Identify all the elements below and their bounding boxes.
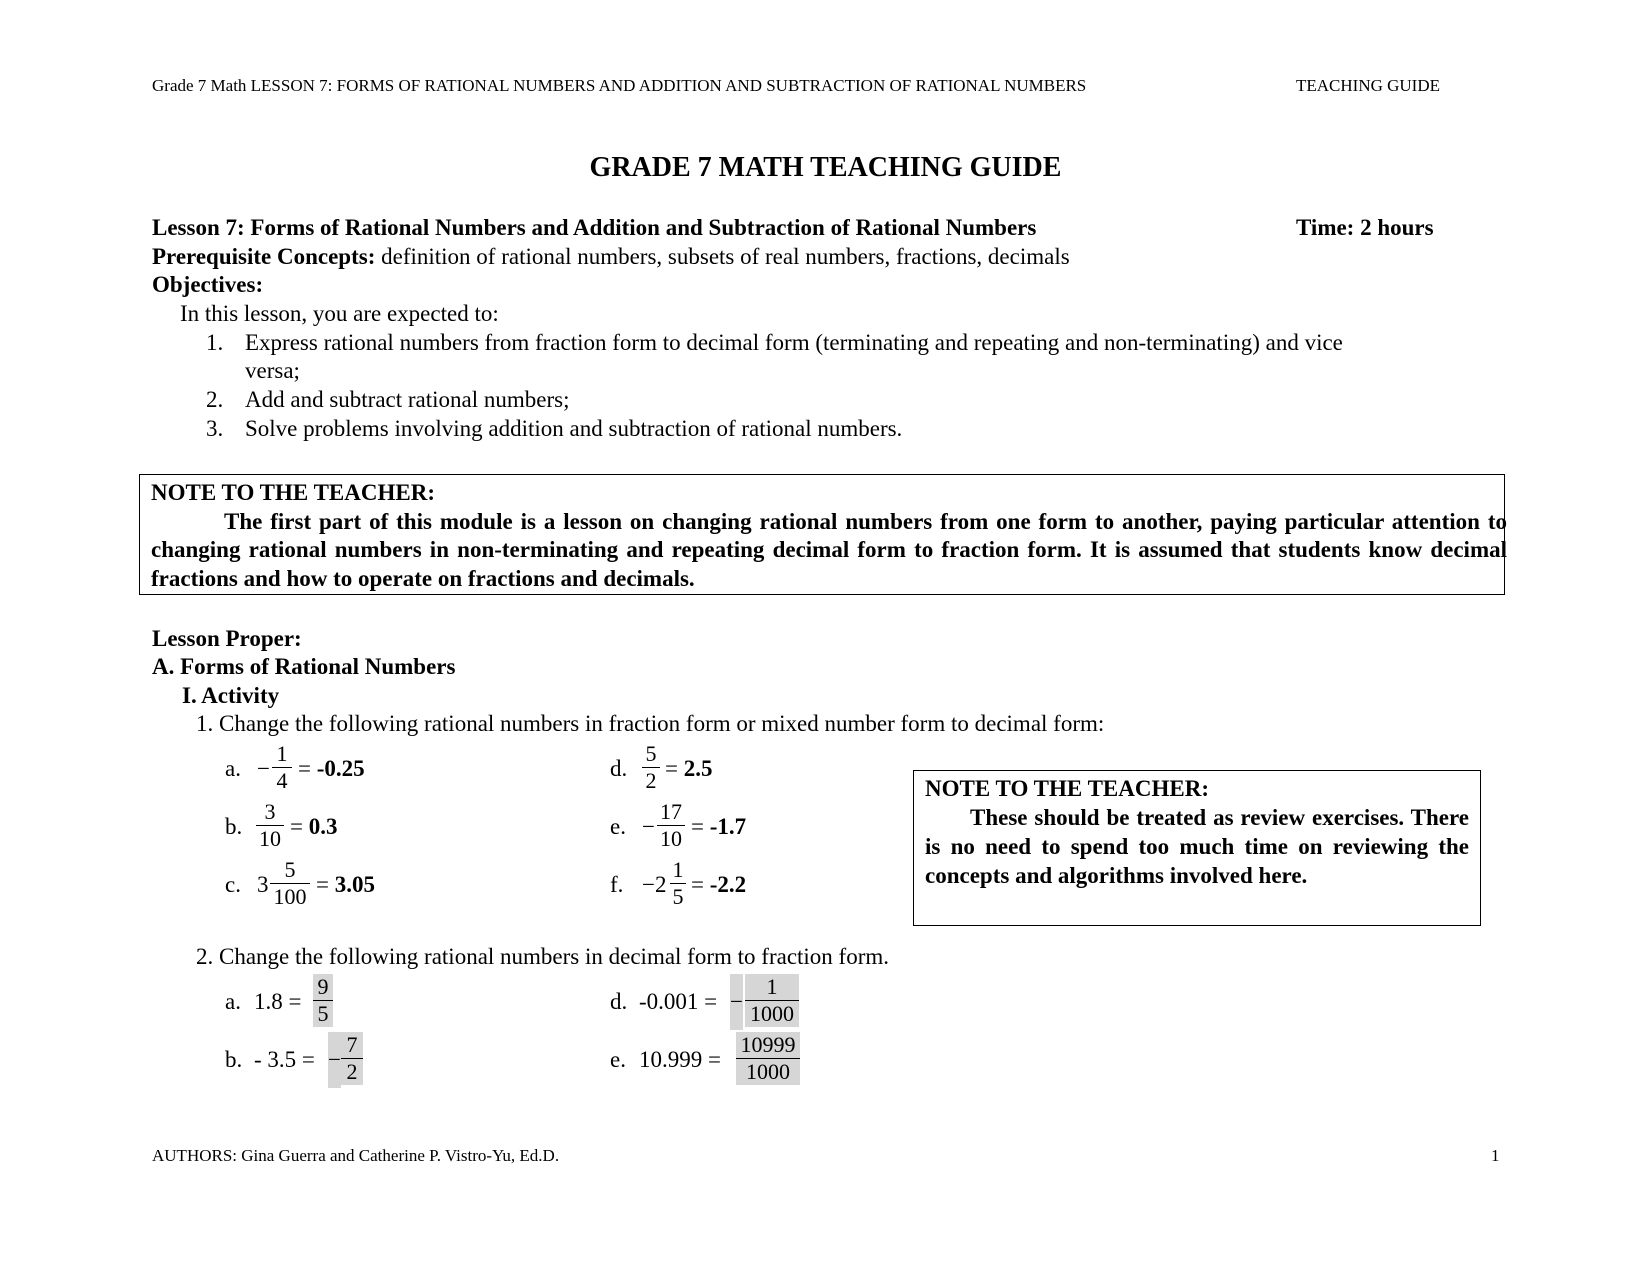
numerator: 17 [660,799,682,824]
item-label: a. [225,989,241,1014]
teacher-note-box [139,474,1505,595]
teacher-note-body: The first part of this module is a lesson on changing rational numbers from one form to another, paying particular attention to changing rational numbers in non-terminating and repeating decimal form to fraction form. It is assumed that students know decimal fractions and how to operate on fractions and decimals. [151,508,1507,591]
fraction-answer [313,974,333,1027]
running-header-right: TEACHING GUIDE [1296,76,1441,95]
section-a-heading: A. Forms of Rational Numbers [152,654,456,679]
numerator: 1 [276,741,288,766]
answer-value: -0.25 [316,756,365,781]
exercise-item [610,1030,810,1090]
objective-text: Express rational numbers from fraction form to decimal form (terminating and repeating and non-terminating) and vice [245,330,1343,355]
prerequisite-text: definition of rational numbers, subsets of real numbers, fractions, decimals [381,244,1070,269]
question-2: 2. Change the following rational numbers in decimal form to fraction form. [196,944,890,969]
answer: = 2.5 [665,756,713,781]
page-title: GRADE 7 MATH TEACHING GUIDE [589,152,1062,183]
answer-value: -2.2 [709,872,747,897]
denominator: 100 [270,883,310,910]
objectives-label: Objectives: [152,272,264,297]
numerator: 3 [264,799,276,824]
answer: = 0.3 [290,814,338,839]
fraction [670,857,686,910]
objective-number: 1. [206,330,224,355]
denominator: 2 [642,767,660,794]
exercise-item [610,739,790,799]
exercise-item [225,972,385,1032]
exercise-item [225,855,425,915]
numerator: 1 [672,857,684,882]
lesson-proper-heading: Lesson Proper: [152,626,302,651]
exercise-item [225,739,405,799]
exercise-item [225,797,405,857]
numerator: 10999 [740,1032,796,1057]
item-label: f. [610,872,624,897]
exercise-item [610,972,810,1032]
answer-value: -1.7 [709,814,747,839]
lesson-time: Time: 2 hours [1296,215,1434,240]
answer-value: 0.3 [308,814,338,839]
decimal-value: - 3.5 = [254,1047,315,1072]
whole-number: 2 [655,872,667,897]
answer: = -1.7 [691,814,747,839]
prerequisite-label: Prerequisite Concepts: [152,244,376,269]
decimal-value: -0.001 = [639,989,718,1014]
fraction-answer [736,1032,800,1085]
answer-value: 3.05 [334,872,375,897]
fraction [272,741,292,794]
denominator: 5 [670,883,686,910]
exercise-item [610,797,790,857]
activity-heading: I. Activity [182,683,280,708]
answer: = 3.05 [316,872,375,897]
fraction [657,799,685,852]
answer-value: 2.5 [683,756,713,781]
denominator: 10 [657,825,685,852]
item-label: d. [610,989,628,1014]
item-label: c. [225,872,241,897]
item-label: e. [610,814,626,839]
item-label: b. [225,1047,243,1072]
minus-sign: − [642,872,655,897]
lesson-title: Lesson 7: Forms of Rational Numbers and Addition and Subtraction of Rational Numbers [152,215,1037,240]
minus-sign: − [730,974,743,1030]
numerator: 5 [645,741,657,766]
fraction [642,741,660,794]
item-label: a. [225,756,241,781]
teacher-note-body: These should be treated as review exercises. There is no need to spend too much time on reviewing the concepts and algorithms involved here. [925,805,1469,888]
item-label: d. [610,756,628,781]
objective-number: 2. [206,387,224,412]
question-1: 1. Change the following rational numbers in fraction form or mixed number form to decimal form: [196,711,1105,736]
answer: = -2.2 [691,872,747,897]
fraction [270,857,310,910]
denominator: 4 [272,767,292,794]
numerator: 1 [766,974,778,999]
objective-text: Solve problems involving addition and subtraction of rational numbers. [245,416,903,441]
page-number: 1 [1491,1146,1500,1165]
exercise-item [610,855,790,915]
teacher-note-heading: NOTE TO THE TEACHER: [925,776,1209,801]
whole-number: 3 [257,872,269,897]
numerator: 7 [346,1032,358,1057]
denominator: 2 [341,1058,363,1085]
denominator: 5 [313,1000,333,1027]
minus-sign: − [642,814,655,839]
objectives-intro: In this lesson, you are expected to: [180,301,499,326]
minus-sign: − [257,756,270,781]
denominator: 1000 [745,1000,799,1027]
decimal-value: 10.999 = [639,1047,721,1072]
answer: = -0.25 [298,756,365,781]
numerator: 9 [317,974,329,999]
denominator: 10 [256,825,284,852]
decimal-value: 1.8 = [254,989,302,1014]
exercise-item [225,1030,405,1090]
minus-sign: − [328,1032,341,1088]
numerator: 5 [284,857,296,882]
objective-number: 3. [206,416,224,441]
footer-authors: AUTHORS: Gina Guerra and Catherine P. Vistro-Yu, Ed.D. [152,1146,560,1165]
objective-text: Add and subtract rational numbers; [245,387,570,412]
denominator: 1000 [736,1058,800,1085]
fraction-answer [341,1032,363,1085]
prerequisite-line [152,244,1070,270]
objective-text-continued: versa; [245,358,300,383]
fraction-answer [745,974,799,1027]
item-label: e. [610,1047,626,1072]
item-label: b. [225,814,243,839]
running-header-left: Grade 7 Math LESSON 7: FORMS OF RATIONAL NUMBERS AND ADDITION AND SUBTRACTION OF RATIONAL NUMBERS [152,76,1087,95]
fraction [256,799,284,852]
teacher-note-heading: NOTE TO THE TEACHER: [151,480,435,505]
teacher-note-box-review [913,770,1481,926]
